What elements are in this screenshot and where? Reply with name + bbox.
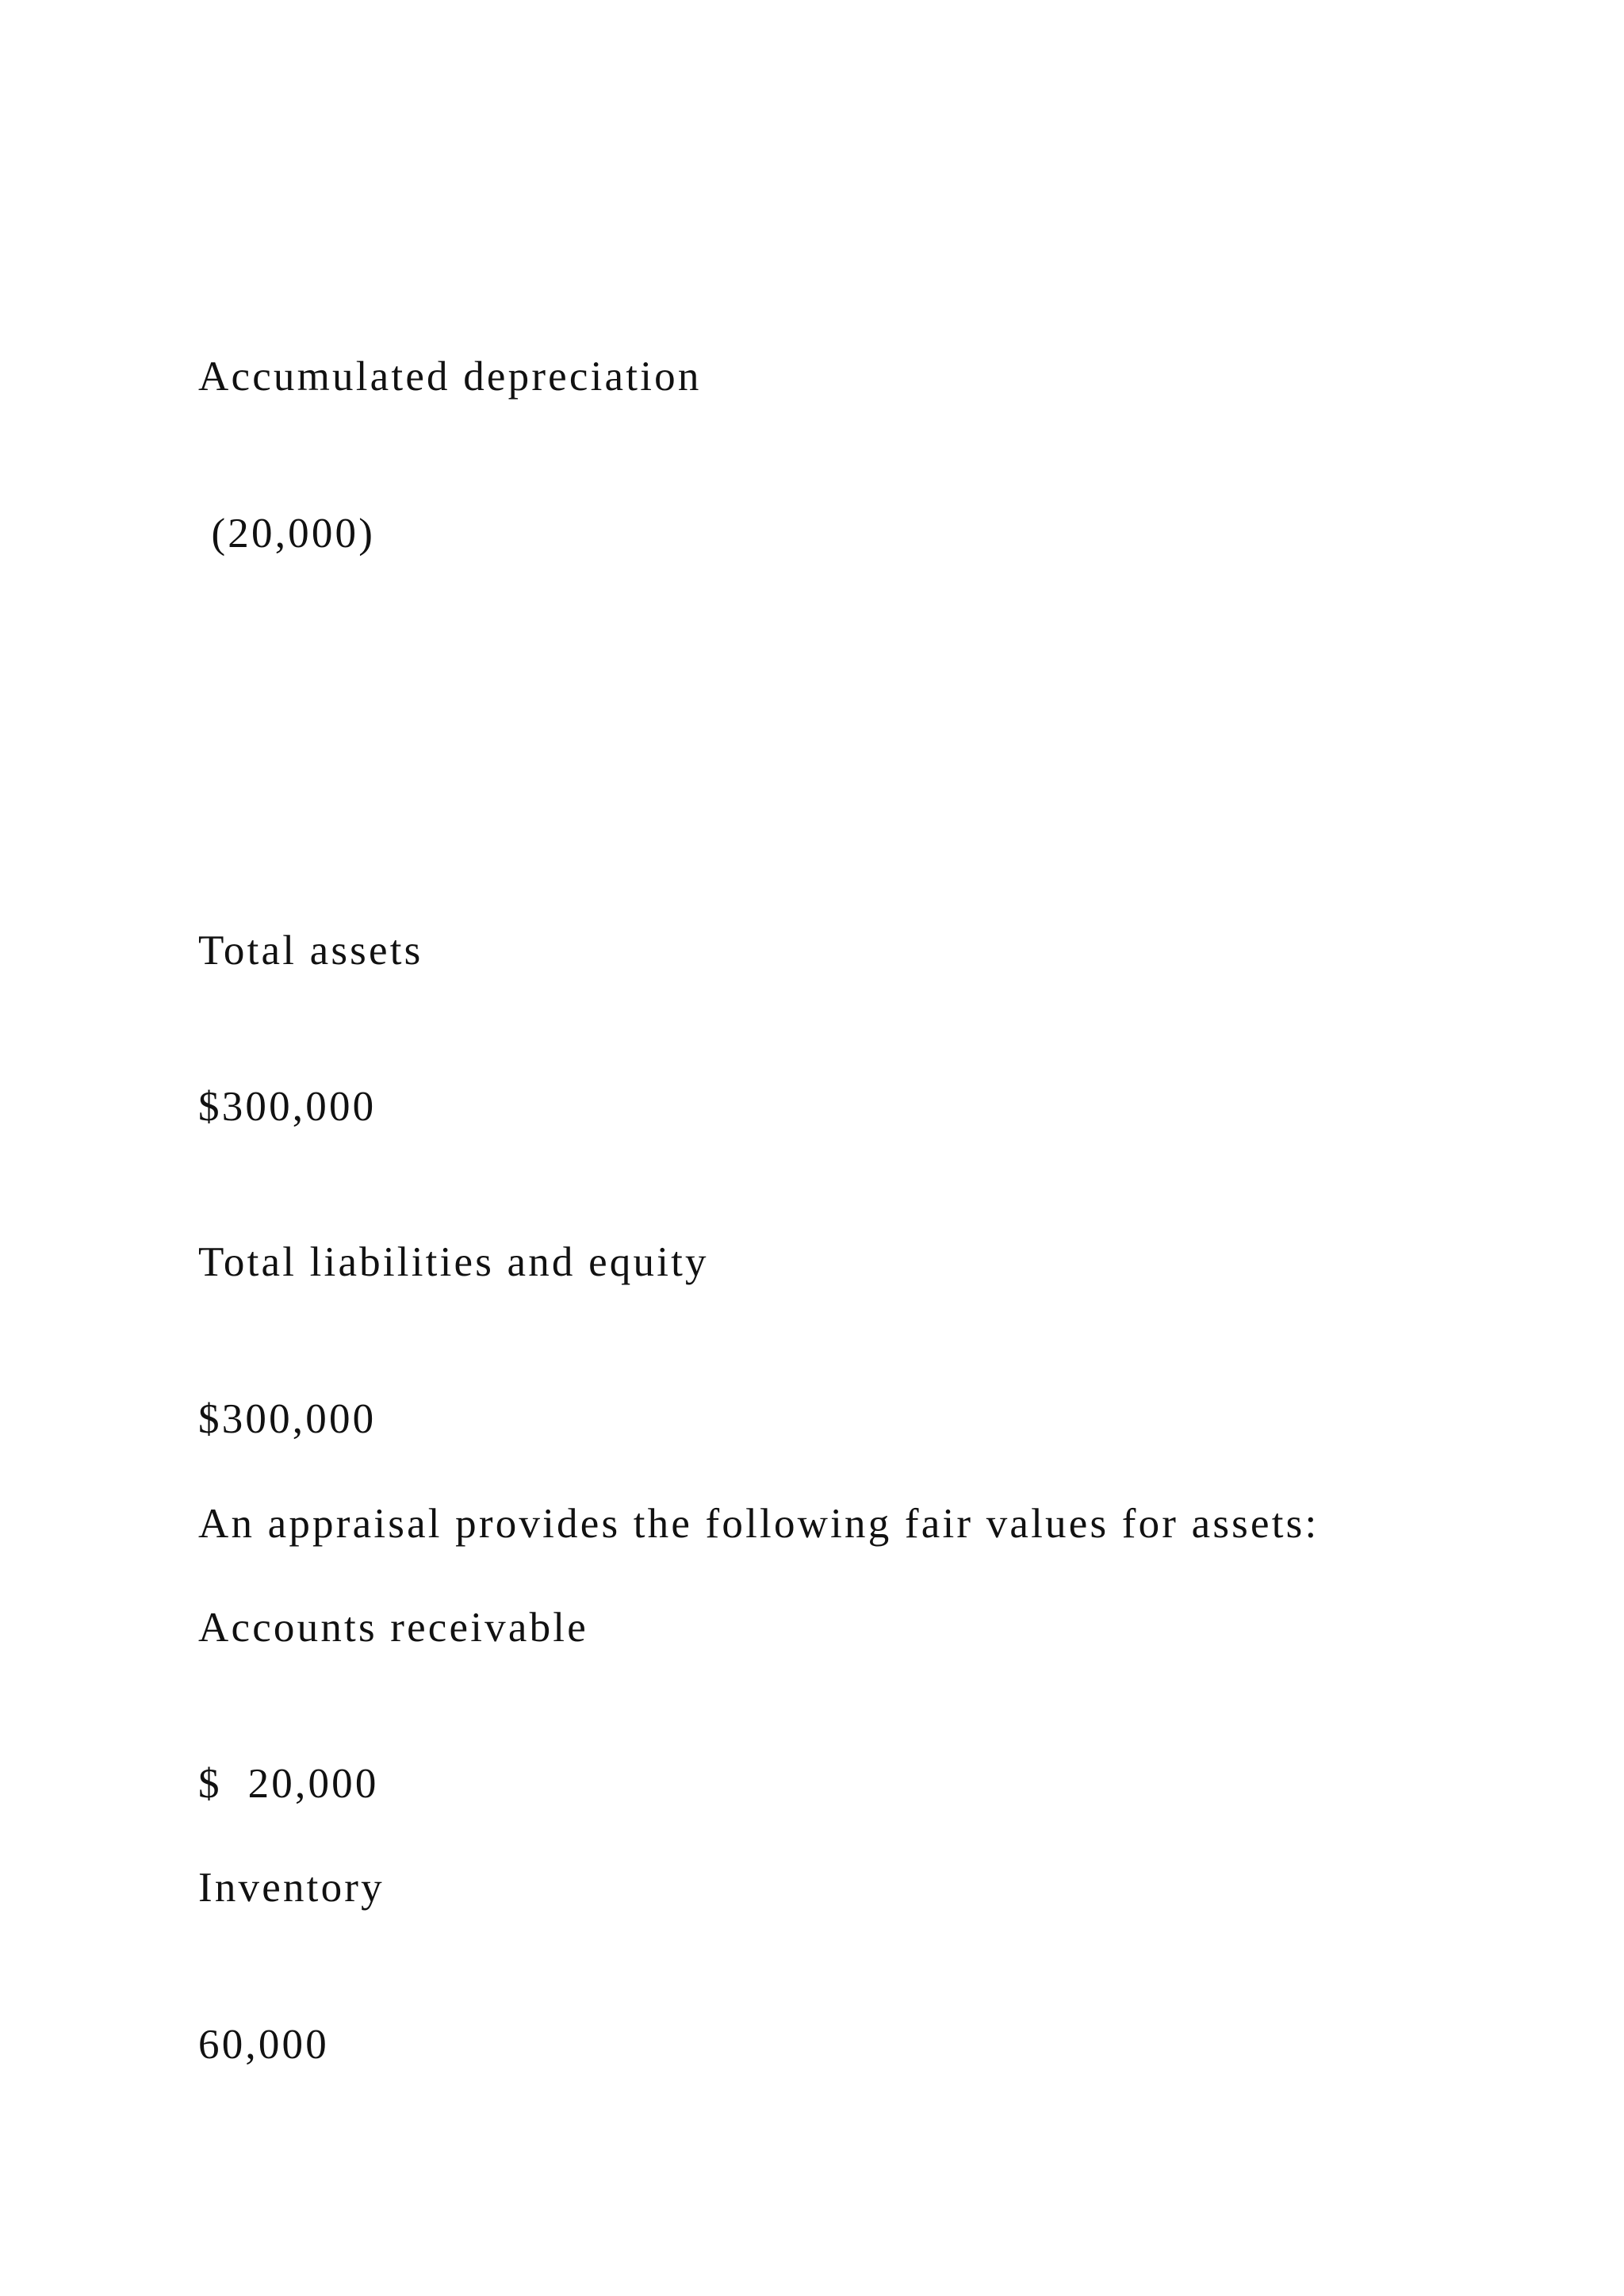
appraisal-sentence: An appraisal provides the following fair values for assets:	[198, 1501, 1320, 1547]
accumulated-depreciation-value: (20,000)	[198, 511, 376, 557]
accounts-receivable-label: Accounts receivable	[198, 1605, 588, 1651]
total-assets-label: Total assets	[198, 928, 423, 974]
total-assets-value: $300,000	[198, 1084, 377, 1130]
total-liabilities-equity-value: $300,000	[198, 1396, 377, 1442]
inventory-label: Inventory	[198, 1865, 385, 1911]
accounts-receivable-value: $ 20,000	[198, 1761, 379, 1807]
total-liabilities-equity-label: Total liabilities and equity	[198, 1239, 709, 1285]
inventory-value: 60,000	[198, 2022, 329, 2068]
accumulated-depreciation-label: Accumulated depreciation	[198, 354, 702, 400]
